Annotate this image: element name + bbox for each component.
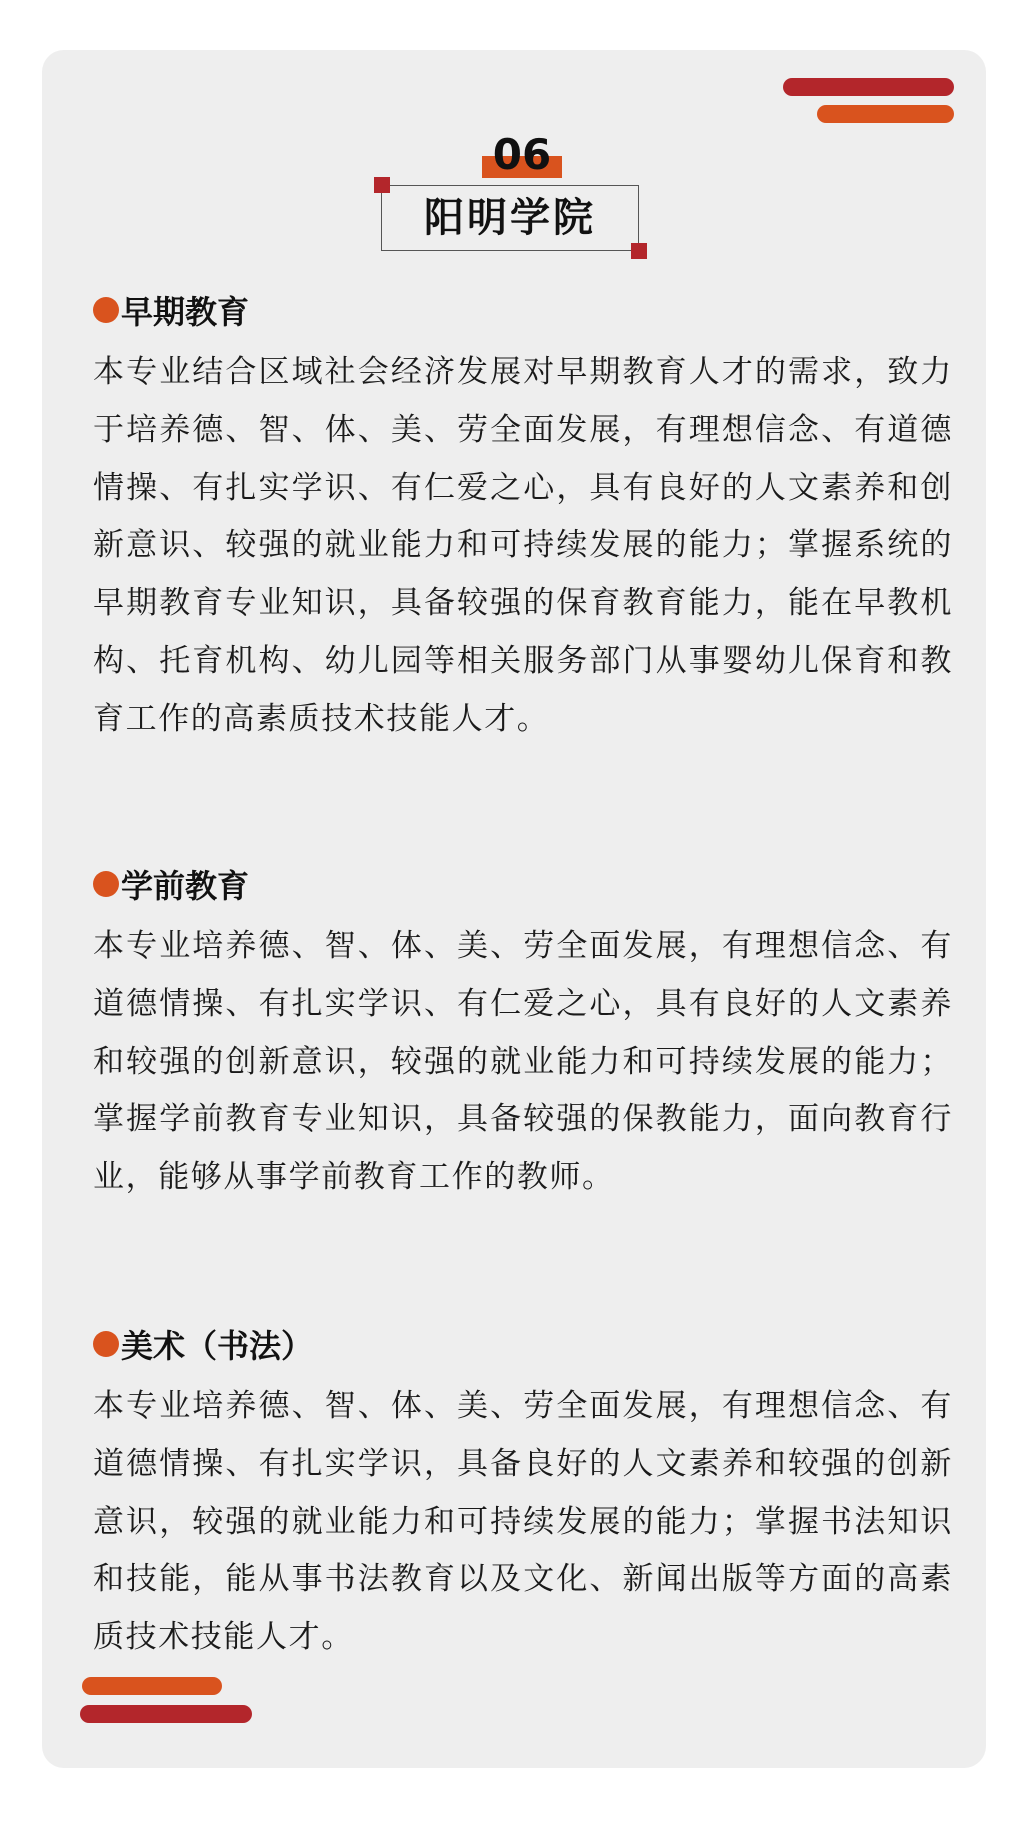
section-heading (93, 288, 953, 332)
section-heading (93, 1322, 953, 1366)
section-fine-arts-calligraphy (93, 1322, 953, 1667)
section-number (475, 130, 565, 180)
page-title: 阳明学院 (424, 195, 596, 241)
section-body: 本专业培养德、智、体、美、劳全面发展，有理想信念、有道德情操、有扎实学识，具备良好的人文素养和较强的创新意识，较强的就业能力和可持续发展的能力；掌握书法知识和技能，能从事书法教育以及文化、新闻出版等方面的高素质技术技能人才。 (93, 1388, 953, 1656)
title-corner-bottom-right (631, 243, 647, 259)
decor-bar-top-red (783, 78, 954, 96)
content-card (42, 50, 986, 1768)
section-heading-text: 美术（书法） (121, 1327, 314, 1365)
section-preschool-education (93, 862, 953, 1207)
section-heading (93, 862, 953, 906)
section-heading-text: 学前教育 (121, 867, 250, 905)
decor-bar-bottom-orange (82, 1677, 222, 1695)
decor-bar-bottom-red (80, 1705, 252, 1723)
number-text: 06 (492, 130, 552, 179)
section-early-education (93, 288, 953, 749)
bullet-dot-icon (93, 1331, 119, 1357)
decor-bar-top-orange (817, 105, 954, 123)
bullet-dot-icon (93, 297, 119, 323)
bullet-dot-icon (93, 871, 119, 897)
title-frame (381, 185, 639, 251)
section-body: 本专业结合区域社会经济发展对早期教育人才的需求，致力于培养德、智、体、美、劳全面发展，有理想信念、有道德情操、有扎实学识、有仁爱之心，具有良好的人文素养和创新意识、较强的就业能力和可持续发展的能力；掌握系统的早期教育专业知识，具备较强的保育教育能力，能在早教机构、托育机构、幼儿园等相关服务部门从事婴幼儿保育和教育工作的高素质技术技能人才。 (93, 354, 953, 737)
title-corner-top-left (374, 177, 390, 193)
section-body: 本专业培养德、智、体、美、劳全面发展，有理想信念、有道德情操、有扎实学识、有仁爱之心，具有良好的人文素养和较强的创新意识，较强的就业能力和可持续发展的能力；掌握学前教育专业知识，具备较强的保教能力，面向教育行业，能够从事学前教育工作的教师。 (93, 928, 953, 1196)
section-heading-text: 早期教育 (121, 293, 250, 331)
